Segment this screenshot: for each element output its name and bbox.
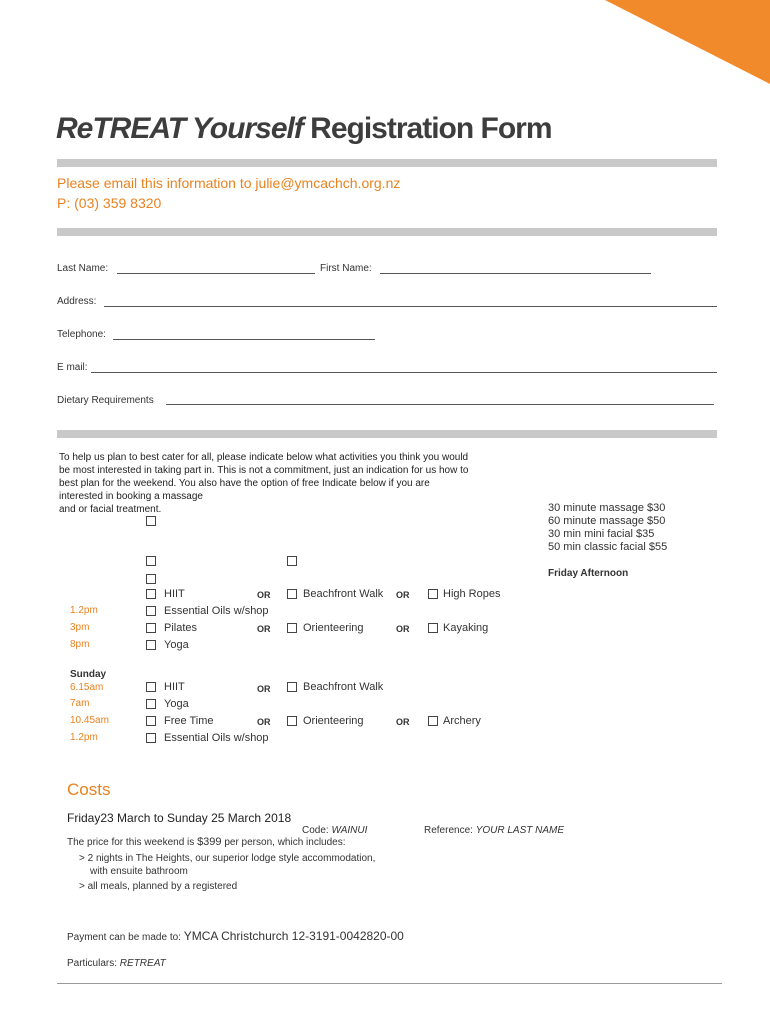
last-name-field[interactable] xyxy=(117,273,315,274)
activity-label: Free Time xyxy=(164,715,214,727)
time-label: 1.2pm xyxy=(70,732,98,743)
divider-bar xyxy=(57,159,717,167)
activity-checkbox[interactable] xyxy=(428,716,438,726)
intro-line: interested in booking a massage xyxy=(59,491,203,502)
payment-info xyxy=(67,929,404,943)
particulars-value: RETREAT xyxy=(119,958,166,969)
activity-checkbox[interactable] xyxy=(146,640,156,650)
code-info xyxy=(302,825,367,836)
email-label: E mail: xyxy=(57,362,88,373)
time-label: 3pm xyxy=(70,622,90,633)
activity-label: Yoga xyxy=(164,698,189,710)
or-label: OR xyxy=(396,717,410,727)
price-suffix: per person, which includes: xyxy=(221,837,346,848)
price-item: 50 min classic facial $55 xyxy=(548,541,668,553)
time-label: 7am xyxy=(70,698,90,709)
inclusion-item: > 2 nights in The Heights, our superior lodge style accommodation, xyxy=(79,853,376,864)
page-title xyxy=(56,112,552,146)
address-label: Address: xyxy=(57,296,97,307)
price-item: 30 minute massage $30 xyxy=(548,502,666,514)
costs-heading: Costs xyxy=(67,780,111,799)
treatment-checkbox[interactable] xyxy=(287,556,297,566)
price-item: 30 min mini facial $35 xyxy=(548,528,655,540)
time-label: 10.45am xyxy=(70,715,109,726)
activity-label: HIIT xyxy=(164,588,185,600)
first-name-field[interactable] xyxy=(380,273,651,274)
payment-label: Payment can be made to: xyxy=(67,932,184,943)
price-item: 60 minute massage $50 xyxy=(548,515,666,527)
activity-checkbox[interactable] xyxy=(428,589,438,599)
intro-line: be most interested in taking part in. This is not a commitment, just an indication for us how to xyxy=(59,465,469,476)
reference-value: YOUR LAST NAME xyxy=(475,825,565,836)
activity-checkbox[interactable] xyxy=(146,733,156,743)
activity-label: Essential Oils w/shop xyxy=(164,605,269,617)
telephone-field[interactable] xyxy=(113,339,375,340)
sunday-heading: Sunday xyxy=(70,669,107,680)
price-prefix: The price for this weekend is xyxy=(67,837,198,848)
time-label: 6.15am xyxy=(70,682,104,693)
treatment-checkbox[interactable] xyxy=(146,516,156,526)
activity-checkbox[interactable] xyxy=(146,682,156,692)
activity-checkbox[interactable] xyxy=(146,589,156,599)
activity-label: Archery xyxy=(443,715,481,727)
intro-line: and or facial treatment. xyxy=(59,504,162,515)
contact-phone: P: (03) 359 8320 xyxy=(57,195,162,211)
dietary-field[interactable] xyxy=(166,404,714,405)
divider-bar xyxy=(57,430,717,438)
divider-bar xyxy=(57,228,717,236)
contact-email: Please email this information to julie@ymcachch.org.nz xyxy=(57,175,401,191)
activity-checkbox[interactable] xyxy=(146,699,156,709)
title-registration: Registration Form xyxy=(302,112,552,145)
or-label: OR xyxy=(396,590,410,600)
intro-line: best plan for the weekend. You also have the option of free Indicate below if you are xyxy=(59,478,430,489)
or-label: OR xyxy=(257,717,271,727)
reference-label: Reference: xyxy=(424,825,476,836)
time-label: 1.2pm xyxy=(70,605,98,616)
last-name-label: Last Name: xyxy=(57,263,109,274)
particulars-label: Particulars: xyxy=(67,958,120,969)
activity-label: Beachfront Walk xyxy=(303,588,384,600)
price-line xyxy=(67,836,346,848)
activity-label: Orienteering xyxy=(303,622,364,634)
reference-info xyxy=(424,825,564,836)
activity-checkbox[interactable] xyxy=(146,606,156,616)
activity-label: Orienteering xyxy=(303,715,364,727)
treatment-prices xyxy=(548,502,667,554)
intro-line: To help us plan to best cater for all, please indicate below what activities you think you would xyxy=(59,452,469,463)
friday-heading: Friday Afternoon xyxy=(548,568,629,579)
activity-checkbox[interactable] xyxy=(287,589,297,599)
email-field[interactable] xyxy=(91,372,717,373)
activity-checkbox[interactable] xyxy=(146,716,156,726)
activity-label: Yoga xyxy=(164,639,189,651)
activity-label: Pilates xyxy=(164,622,198,634)
address-field[interactable] xyxy=(104,306,717,307)
intro-text xyxy=(59,451,529,516)
activity-checkbox[interactable] xyxy=(428,623,438,633)
or-label: OR xyxy=(257,590,271,600)
treatment-checkbox[interactable] xyxy=(146,574,156,584)
activity-checkbox[interactable] xyxy=(146,623,156,633)
time-label: 8pm xyxy=(70,639,90,650)
telephone-label: Telephone: xyxy=(57,329,106,340)
activity-label: Kayaking xyxy=(443,622,489,634)
event-dates: Friday23 March to Sunday 25 March 2018 xyxy=(67,811,292,825)
activity-label: High Ropes xyxy=(443,588,501,600)
or-label: OR xyxy=(396,624,410,634)
activity-label: Beachfront Walk xyxy=(303,681,384,693)
or-label: OR xyxy=(257,684,271,694)
activity-checkbox[interactable] xyxy=(287,716,297,726)
dietary-label: Dietary Requirements xyxy=(57,395,154,406)
footer-divider xyxy=(57,983,722,984)
treatment-checkbox[interactable] xyxy=(146,556,156,566)
activity-checkbox[interactable] xyxy=(287,682,297,692)
activity-label: HIIT xyxy=(164,681,185,693)
inclusion-item-cont: with ensuite bathroom xyxy=(90,866,188,877)
activity-checkbox[interactable] xyxy=(287,623,297,633)
title-retreat: ReTREAT Yourself xyxy=(56,112,303,145)
particulars-info xyxy=(67,958,166,969)
payment-value: YMCA Christchurch 12-3191-0042820-00 xyxy=(183,929,404,943)
code-value: WAINUI xyxy=(331,825,368,836)
inclusion-item: > all meals, planned by a registered xyxy=(79,881,238,892)
corner-decoration xyxy=(605,0,770,84)
activity-label: Essential Oils w/shop xyxy=(164,732,269,744)
code-label: Code: xyxy=(302,825,332,836)
price-value: $399 xyxy=(197,836,222,848)
first-name-label: First Name: xyxy=(320,263,372,274)
or-label: OR xyxy=(257,624,271,634)
